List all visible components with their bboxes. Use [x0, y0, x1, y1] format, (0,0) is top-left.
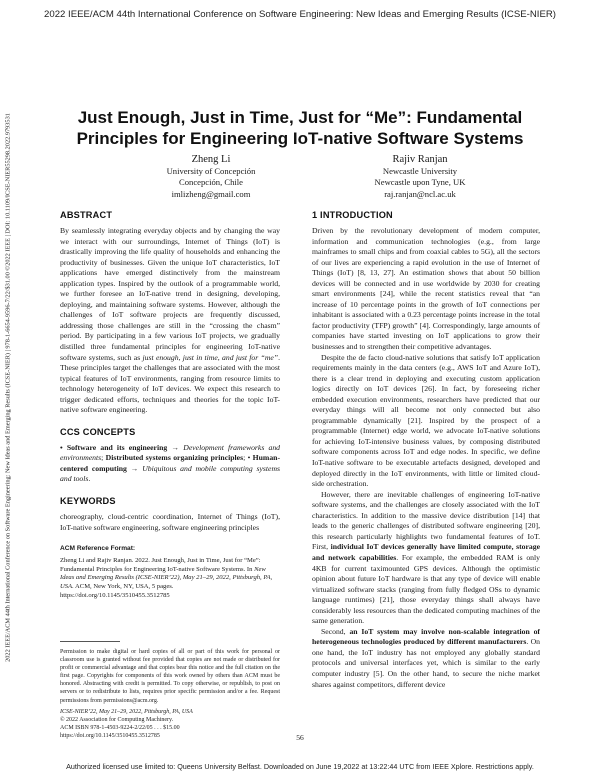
- introduction-heading: 1 INTRODUCTION: [312, 210, 393, 220]
- keywords-heading: KEYWORDS: [60, 496, 116, 507]
- author-affiliation: Newcastle University: [382, 166, 458, 176]
- ccs-heading: CCS CONCEPTS: [60, 426, 136, 437]
- sidebar-doi-strip: 2022 IEEE/ACM 44th International Conference on Software Engineering: New Ideas and Emerging Results (ICSE-NIER) | 978-1-6654-9596-7/22/$31.00 ©2022 IEEE | DOI: 10.1109/ICSE-NIER55298.2022.9793531: [4, 113, 12, 662]
- page-number: 56: [296, 733, 304, 742]
- footnote-isbn: ACM ISBN 978-1-4503-9224-2/22/05 . . . $15.00: [60, 724, 180, 731]
- footnote-doi[interactable]: https://doi.org/10.1145/3510455.3512785: [60, 732, 160, 739]
- license-note: Authorized licensed use limited to: Queens University Belfast. Downloaded on June 19,2022 at 13:22:44 UTC from IEEE Xplore. Restrictions apply.: [66, 762, 534, 771]
- conference-header: 2022 IEEE/ACM 44th International Conference on Software Engineering: New Ideas and Emerging Results (ICSE-NIER): [44, 9, 556, 20]
- author-affiliation: University of Concepción: [166, 166, 256, 176]
- author-email[interactable]: imlizheng@gmail.com: [171, 188, 251, 199]
- intro-paragraph: Despite the de facto cloud-native solutions that satisfy IoT application requirements mainly in the data centers (e.g., AWS IoT and Azure IoT), there is a clear trend in deploying and executing custom application logics directly on IoT devices [26]. In fact, by foreseeing richer embedded execution environments, researchers have predicted that our everyday things will all become not only connected but also programmable dynamically [21]. Inspired by the prospect of a programmable (Internet) edge world, we advocate IoT-native solutions for achieving IoT-intensive business values, by composing distributed software components across IoT and edge nodes. In specific, we define IoT-native software to be executable artefacts designed, developed and deployed directly in the IoT environments, with little or limited cloud-side orchestration.: [312, 352, 540, 489]
- author-block: [136, 153, 286, 200]
- left-column: [60, 209, 280, 601]
- intro-paragraph: Driven by the revolutionary development of modern computer, information and communication technologies (e.g., from large mainframes to small chips and from coaxial cables to 5G), all the sectors of our lives are experiencing a rapid evolution in the use of Internet of Things (IoT) [8, 13, 27]. An estimation shows that about 50 billion devices will be connected and in use worldwide by 2030 for creating smart environments [24], while the recent statistics reveal that “an increase of 10 percentage points in the growth of IoT connections per inhabitant is associated with a 0.23 percentage points increase in the total factor productivity (TFP) growth” [4]. Correspondingly, large amounts of companies have started investing on IoT applications to grow their businesses and to strengthen their competitive advantages.: [312, 226, 540, 352]
- paper-title: Just Enough, Just in Time, Just for “Me”: Fundamental Principles for Engineering IoT-native Software Systems: [76, 108, 524, 148]
- intro-paragraph: However, there are inevitable challenges of engineering IoT-native software systems, and the challenges are closely associated with the IoT characteristics. In addition to the massive device distribution [14] that leads to the generic challenges of distributed software engineering [20], this research particularly highlights two fundamental features of IoT. First, individual IoT devices generally have limited compute, storage and network capabilities. For example, the embedded RAM is only 4KB for current taximounted GPS devices. Although the optimistic opinion about future IoT hardware is that any type of device will enable virtualized software stacks (ranging from fully fledged OSs to dynamic language runtimes) [21], those everyday things shall always have considerably less resources than the dedicated computing machines of the same generation.: [312, 489, 540, 626]
- author-block: [345, 153, 495, 200]
- right-column: [312, 209, 540, 690]
- permission-footnote: [60, 641, 280, 740]
- acm-reference-text: Zheng Li and Rajiv Ranjan. 2022. Just Enough, Just in Time, Just for “Me”: Fundamental Principles for Engineering IoT-native Software Systems. In New Ideas and Emerging Results (ICSE-NIER’22), May 21–29, 2022, Pittsburgh, PA, USA. ACM, New York, NY, USA, 5 pages. https://doi.org/10.1145/3510455.3512785: [60, 556, 273, 600]
- ccs-text: • Software and its engineering → Development frameworks and environments; Distributed systems organizing principles; • Human-centered computing → Ubiquitous and mobile computing systems and tools.: [60, 442, 281, 484]
- footnote-copyright: © 2022 Association for Computing Machinery.: [60, 716, 174, 723]
- acm-reference-heading: ACM Reference Format:: [60, 545, 136, 553]
- author-location: Concepción, Chile: [179, 177, 243, 188]
- abstract-text: By seamlessly integrating everyday objects and by changing the way we interact with our surroundings, Internet of Things (IoT) is drastically improving the life quality of households and enhancing the productivity of businesses. Given the unique IoT characteristics, IoT applications have emerged distinctively from the mainstream application types. Inspired by the outlook of a programmable world, we further foresee an IoT-native trend in designing, developing, deploying, and maintaining software systems. However, although the challenges of IoT software projects are frequently discussed, addressing those challenges are still in the “crossing the chasm” period. By participating in a few various IoT projects, we gradually distilled three fundamental principles for engineering IoT-native software systems, such as just enough, just in time, and just for “me”. These principles target the challenges that are associated with the most typical features of IoT environments, ranging from resource limits to technology heterogeneity of IoT devices. We expect this research to trigger dedicated efforts, techniques and theories for the topic IoT-native software engineering.: [60, 226, 281, 415]
- author-name: Zheng Li: [191, 154, 231, 165]
- footnote-conference: ICSE-NIER’22, May 21–29, 2022, Pittsburgh, PA, USA: [60, 708, 193, 715]
- author-email[interactable]: raj.ranjan@ncl.ac.uk: [384, 188, 456, 199]
- keywords-text: choreography, cloud-centric coordination, Internet of Things (IoT), IoT-native software engineering, software engineering principles: [60, 512, 280, 532]
- abstract-heading: ABSTRACT: [60, 210, 113, 220]
- intro-paragraph: Second, an IoT system may involve non-scalable integration of heterogeneous technologies produced by different manufacturers. On one hand, the IoT industry has not employed any globally standard protocols and universal interfaces yet, which is similar to the early computer industry [5]. On the other hand, to secure the niche market shares against competitors, different device: [312, 626, 540, 689]
- permission-text: Permission to make digital or hard copies of all or part of this work for personal or classroom use is granted without fee provided that copies are not made or distributed for profit or commercial advantage and that copies bear this notice and the full citation on the first page. Copyrights for components of this work owned by others than ACM must be honored. Abstracting with credit is permitted. To copy otherwise, or republish, to post on servers or to redistribute to lists, requires prior specific permission and/or a fee. Request permissions from permissions@acm.org.: [60, 649, 280, 704]
- author-location: Newcastle upon Tyne, UK: [374, 177, 466, 188]
- footnote-rule: [60, 641, 120, 642]
- author-name: Rajiv Ranjan: [392, 154, 448, 165]
